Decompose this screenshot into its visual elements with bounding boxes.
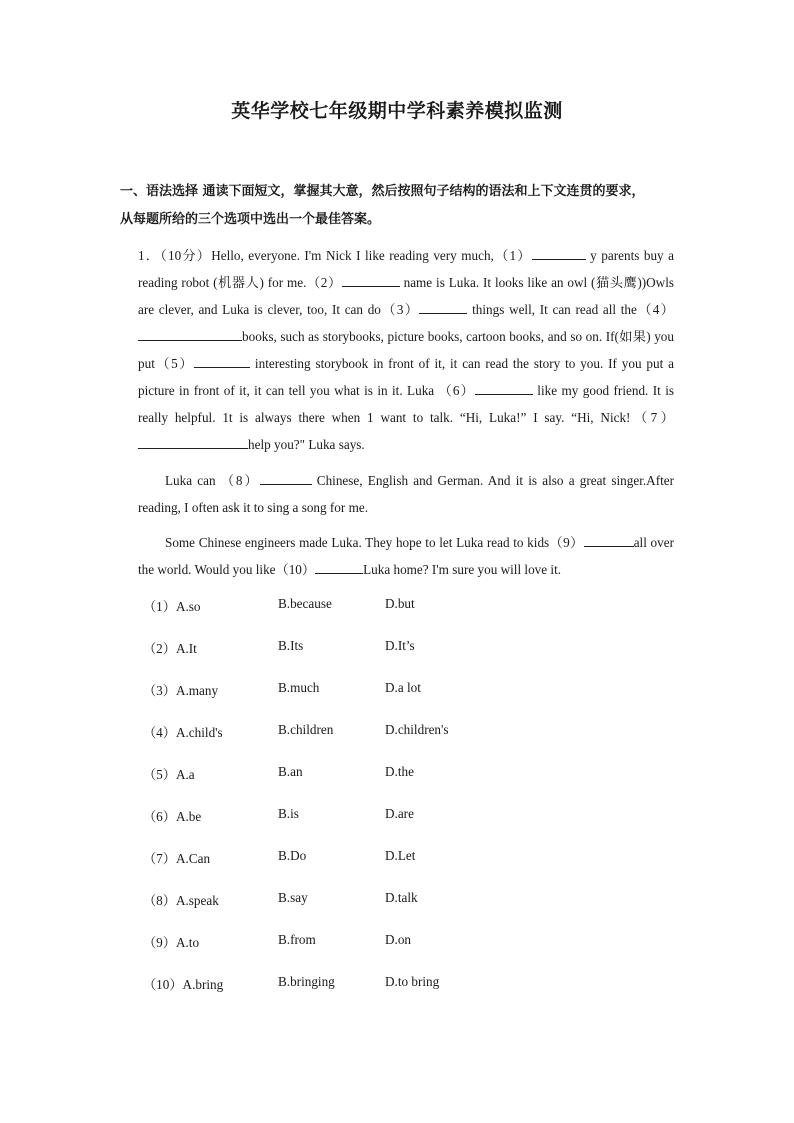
passage-text: interesting storybook in front of it, it can read the story to you. If you put a picture in front of it, it can tell you what is in it. Luka （6） <box>138 356 674 398</box>
option-row <box>143 890 543 932</box>
option-b: B.is <box>278 806 299 821</box>
passage-text: books, such as storybooks, picture books, cartoon books, and so on. If(如果) you put（5） <box>138 329 674 371</box>
passage-text: Chinese, English and German. And it is also a great singer.After reading, I often ask it to sing a song for me. <box>138 473 674 515</box>
answer-options <box>143 596 543 1016</box>
option-a: （3）A.many <box>143 683 219 698</box>
option-row <box>143 806 543 848</box>
option-a: （10）A.bring <box>143 977 224 992</box>
option-d: D.It’s <box>385 638 415 653</box>
answer-blank-4 <box>138 327 242 341</box>
option-d: D.talk <box>385 890 418 905</box>
option-b: B.Do <box>278 848 307 863</box>
option-a: （1）A.so <box>143 599 201 614</box>
passage-paragraph-2 <box>138 467 674 521</box>
passage-text: Luka can （8） <box>165 473 260 488</box>
page-title: 英华学校七年级期中学科素养模拟监测 <box>231 100 563 122</box>
option-row <box>143 722 543 764</box>
option-b: B.children <box>278 722 334 737</box>
passage-paragraph-3 <box>138 529 674 583</box>
passage-text: like my good friend. It is really helpful. 1t is always there when 1 want to talk. “Hi, Luka!” I say. “Hi, Nick!（7） <box>138 383 675 425</box>
option-d: D.Let <box>385 848 416 863</box>
answer-blank-6 <box>475 381 533 395</box>
answer-blank-2 <box>342 273 400 287</box>
option-row <box>143 932 543 974</box>
passage-text: name is Luka. It looks like an owl (猫头鹰))Owls are clever, and Luka is clever, too, It can do（3） <box>138 275 674 317</box>
option-d: D.a lot <box>385 680 421 695</box>
answer-blank-3 <box>419 300 467 314</box>
option-row <box>143 680 543 722</box>
option-row <box>143 974 543 1016</box>
option-a: （2）A.It <box>143 641 197 656</box>
option-a: （6）A.be <box>143 809 202 824</box>
option-b: B.from <box>278 932 316 947</box>
answer-blank-5 <box>194 354 250 368</box>
option-a: （4）A.child's <box>143 725 223 740</box>
option-row <box>143 638 543 680</box>
option-a: （7）A.Can <box>143 851 211 866</box>
option-d: D.but <box>385 596 415 611</box>
answer-blank-10 <box>315 560 363 574</box>
option-b: B.an <box>278 764 303 779</box>
answer-blank-1 <box>532 246 586 260</box>
answer-blank-9 <box>584 533 634 547</box>
passage-text: 1．（10分）Hello, everyone. I'm Nick I like reading very much,（1） <box>138 248 532 263</box>
passage-paragraph-1 <box>138 242 674 458</box>
option-a: （9）A.to <box>143 935 200 950</box>
option-row <box>143 596 543 638</box>
option-a: （8）A.speak <box>143 893 219 908</box>
passage-text: help you?" Luka says. <box>248 437 365 452</box>
option-d: D.children's <box>385 722 449 737</box>
instructions-line-2: 从每题所给的三个选项中选出一个最佳答案。 <box>120 212 381 227</box>
option-b: B.much <box>278 680 320 695</box>
option-b: B.say <box>278 890 308 905</box>
option-d: D.on <box>385 932 412 947</box>
passage-text: things well, It can read all the（4） <box>467 302 674 317</box>
passage-text: all over the world. Would you like（10） <box>138 535 674 577</box>
answer-blank-8 <box>260 471 312 485</box>
passage-text: y parents buy a reading robot (机器人) for me.（2） <box>138 248 675 290</box>
option-d: D.to bring <box>385 974 440 989</box>
instructions-line-1: 一、语法选择 通读下面短文，掌握其大意，然后按照句子结构的语法和上下文连贯的要求， <box>120 184 645 199</box>
option-row <box>143 764 543 806</box>
option-d: D.the <box>385 764 414 779</box>
section-instructions <box>120 178 676 234</box>
passage-text: Luka home? I'm sure you will love it. <box>363 562 562 577</box>
option-b: B.bringing <box>278 974 335 989</box>
option-d: D.are <box>385 806 414 821</box>
passage-text: Some Chinese engineers made Luka. They hope to let Luka read to kids（9） <box>165 535 584 550</box>
answer-blank-7 <box>138 435 248 449</box>
option-b: B.Its <box>278 638 304 653</box>
option-row <box>143 848 543 890</box>
option-a: （5）A.a <box>143 767 195 782</box>
option-b: B.because <box>278 596 332 611</box>
